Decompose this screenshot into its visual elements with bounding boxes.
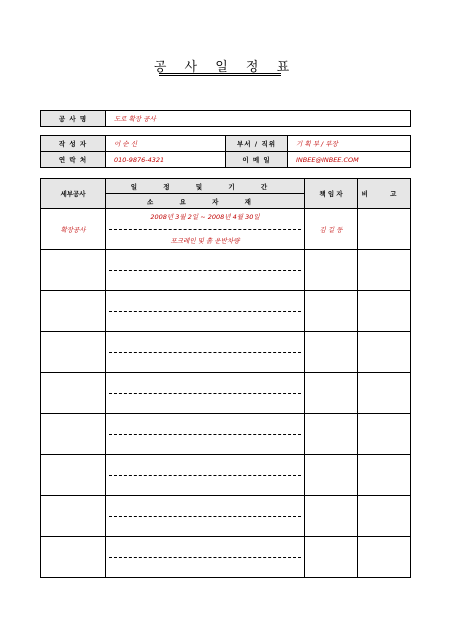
- table-row: [41, 455, 411, 496]
- dashed-divider: [109, 516, 301, 517]
- dept-value: 기 획 부 / 부장: [288, 136, 411, 152]
- materials-text: 포크레인 및 흙 운반차량: [170, 237, 240, 245]
- dashed-divider: [109, 311, 301, 312]
- note-cell: [358, 291, 411, 332]
- manager-cell: [305, 537, 358, 578]
- sub-work-cell: [41, 373, 106, 414]
- page-title: 공 사 일 정 표: [153, 60, 297, 75]
- dashed-divider: [109, 352, 301, 353]
- note-cell: [358, 373, 411, 414]
- sub-work-cell: [41, 332, 106, 373]
- note-cell: [358, 332, 411, 373]
- manager-cell: 김 길 동: [305, 209, 358, 250]
- table-row: [41, 373, 411, 414]
- sub-work-cell: [41, 291, 106, 332]
- schedule-cell: [106, 496, 305, 537]
- table-row: [41, 537, 411, 578]
- writer-value: 이 순 신: [106, 136, 226, 152]
- schedule-cell: [106, 373, 305, 414]
- schedule-cell: [106, 291, 305, 332]
- schedule-cell: [106, 455, 305, 496]
- dashed-divider: [109, 270, 301, 271]
- schedule-period: 2008년 3월 2일 ~ 2008년 4월 30일: [150, 213, 260, 221]
- sub-work-cell: [41, 496, 106, 537]
- project-table: [40, 110, 411, 127]
- schedule-cell: [106, 537, 305, 578]
- project-value: 도로 확장 공사: [106, 111, 411, 127]
- schedule-cell: [106, 332, 305, 373]
- title-underline: [159, 73, 281, 74]
- note-cell: [358, 537, 411, 578]
- manager-cell: [305, 373, 358, 414]
- manager-cell: [305, 455, 358, 496]
- table-row: [41, 332, 411, 373]
- schedule-cell: [106, 414, 305, 455]
- manager-cell: [305, 250, 358, 291]
- note-cell: [358, 209, 411, 250]
- col-header-manager: 책 임 자: [305, 179, 358, 209]
- sub-work-cell: [41, 414, 106, 455]
- manager-cell: [305, 332, 358, 373]
- sub-work-cell: [41, 537, 106, 578]
- project-label: 공 사 명: [41, 111, 106, 127]
- schedule-cell: [106, 250, 305, 291]
- dashed-divider: [109, 475, 301, 476]
- dept-label: 부서 / 직위: [226, 136, 288, 152]
- table-row: [41, 496, 411, 537]
- contact-value: 010-9876-4321: [106, 152, 226, 168]
- table-row: [41, 250, 411, 291]
- table-row: [41, 209, 411, 250]
- writer-table: [40, 135, 411, 168]
- email-label: 이 메 일: [226, 152, 288, 168]
- sub-work-cell: [41, 250, 106, 291]
- dashed-divider: [109, 393, 301, 394]
- manager-cell: [305, 496, 358, 537]
- sub-work-cell: 확장공사: [41, 209, 106, 250]
- schedule-table: [40, 178, 411, 578]
- col-header-sub-work: 세부공사: [41, 179, 106, 209]
- sub-work-cell: [41, 455, 106, 496]
- title-underline-2: [159, 75, 281, 76]
- table-row: [41, 414, 411, 455]
- contact-label: 연 락 처: [41, 152, 106, 168]
- note-cell: [358, 455, 411, 496]
- col-header-schedule: 일 정 및 기 간: [106, 179, 305, 194]
- manager-cell: [305, 291, 358, 332]
- note-cell: [358, 496, 411, 537]
- note-cell: [358, 250, 411, 291]
- dashed-divider: [109, 434, 301, 435]
- dashed-divider: [109, 229, 301, 230]
- col-header-materials: 소 요 자 재: [106, 194, 305, 209]
- manager-cell: [305, 414, 358, 455]
- writer-label: 작 성 자: [41, 136, 106, 152]
- col-header-note: 비 고: [358, 179, 411, 209]
- schedule-cell: [106, 209, 305, 250]
- dashed-divider: [109, 557, 301, 558]
- table-row: [41, 291, 411, 332]
- note-cell: [358, 414, 411, 455]
- email-value: INBEE@INBEE.COM: [288, 152, 411, 168]
